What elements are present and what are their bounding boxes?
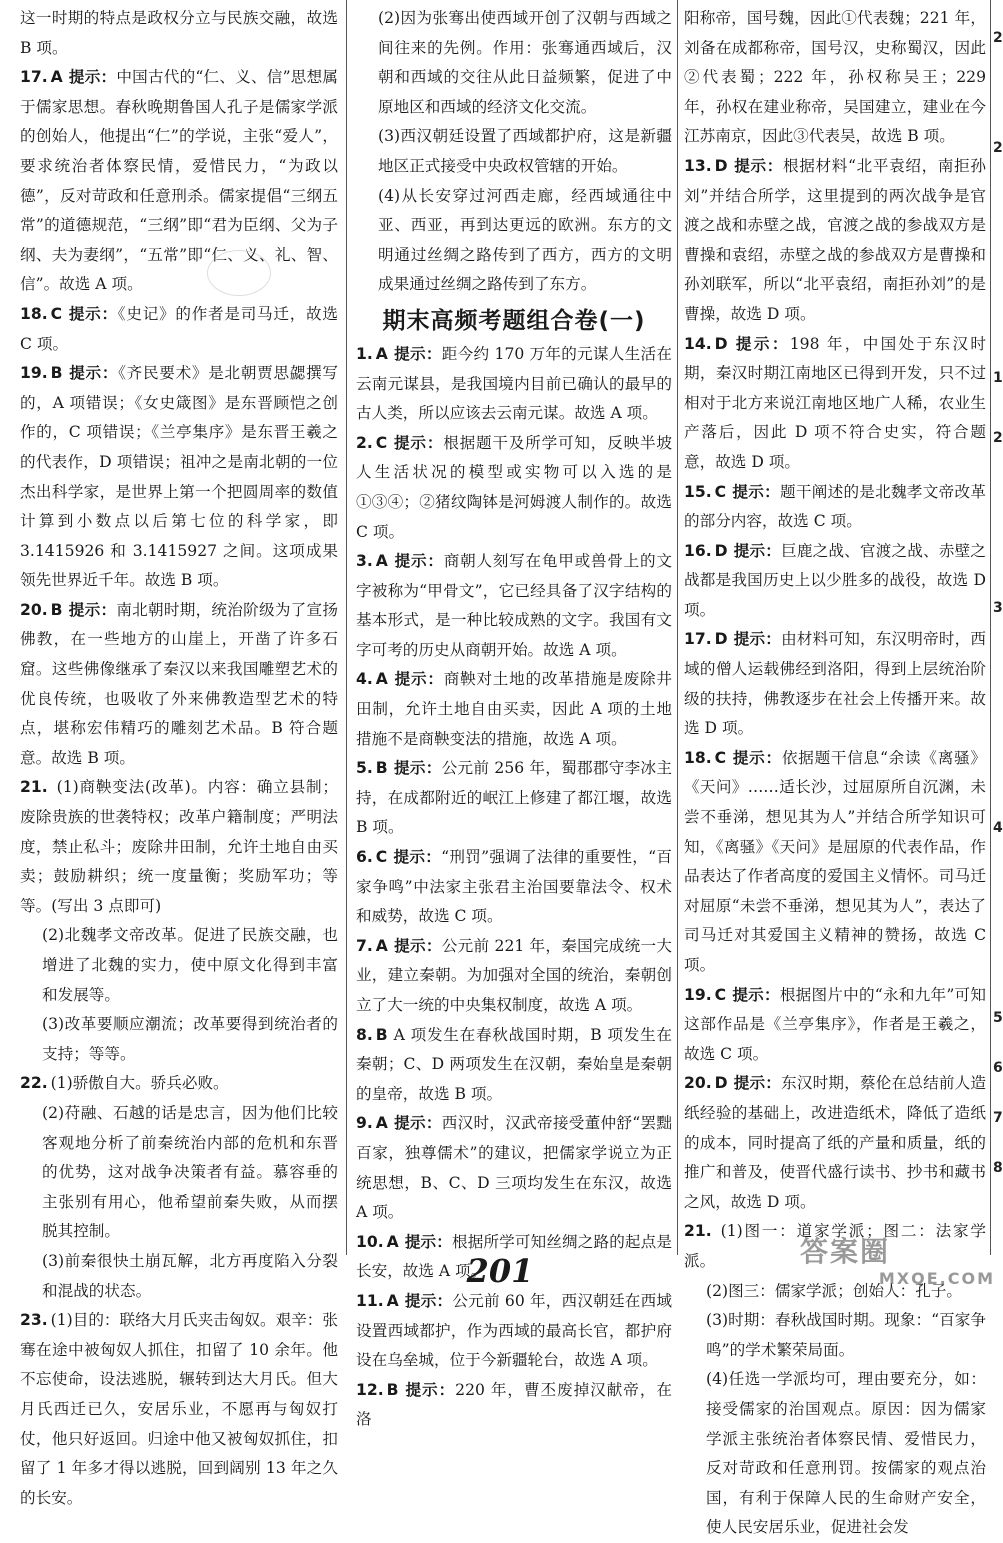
answer-entry — [684, 537, 986, 626]
question-number: 2. — [356, 433, 373, 452]
margin-number: 2 — [993, 430, 1003, 446]
question-number: 21. — [20, 778, 48, 797]
answer-entry — [356, 1109, 672, 1227]
answer-letter: C — [375, 848, 388, 867]
hint-label: 提示： — [68, 304, 118, 323]
hint-label: 提示： — [393, 552, 444, 571]
answer-body: 公元前 221 年，秦国完成统一大业，建立秦朝。为加强对全国的统治，秦朝创立了大一统的中央集权制度，故选 A 项。 — [356, 936, 672, 1014]
margin-number: 8 — [993, 1160, 1003, 1176]
answer-letter: C — [714, 482, 727, 501]
question-number: 19. — [20, 364, 48, 383]
answer-entry — [684, 152, 986, 330]
question-number: 12. — [356, 1380, 384, 1399]
column-divider — [677, 0, 678, 1255]
question-number: 17. — [20, 68, 48, 87]
answer-letter: D — [714, 156, 728, 175]
watermark-url: MXQE.COM — [878, 1269, 995, 1288]
answer-letter: C — [714, 985, 727, 1004]
answer-letter: B — [386, 1380, 399, 1399]
answer-body: 题干阐述的是北魏孝文帝改革的部分内容，故选 C 项。 — [684, 482, 986, 531]
question-number: 20. — [684, 1074, 712, 1093]
answer-letter: A — [386, 1291, 399, 1310]
answer-body: 根据图片中的“永和九年”可知这部作品是《兰亭集序》，作者是王羲之，故选 C 项。 — [684, 985, 986, 1063]
question-number: 11. — [356, 1291, 384, 1310]
answer-entry — [20, 63, 338, 300]
question-number: 9. — [356, 1114, 373, 1133]
continued-text: 这一时期的特点是政权分立与民族交融，故选 B 项。 — [20, 9, 338, 57]
answer-entry — [356, 1021, 672, 1110]
hint-label: 提示： — [732, 482, 780, 501]
answer-entry — [356, 665, 672, 754]
question-number: 13. — [684, 156, 712, 175]
column-left — [20, 4, 338, 1507]
question-number: 22. — [20, 1074, 48, 1093]
answer-body: 依据题干信息“余读《离骚》《天问》……适长沙，过屈原所自沉渊，未尝不垂涕，想见其为人”并结合所学知识可知，《离骚》《天问》是屈原的代表作品，作品表达了作者高度的爱国主义情怀。司马迁对屈原“未尝不垂涕，想见其为人”，表达了司马迁对其爱国主义精神的赞扬，故选 C 项。 — [684, 748, 986, 974]
hint-label: 提示： — [393, 433, 444, 452]
margin-number: 1 — [993, 370, 1003, 386]
question-number: 7. — [356, 936, 373, 955]
section-title: 期末高频考题组合卷(一) — [382, 307, 646, 334]
answer-entry — [20, 596, 338, 774]
answer-letter: A — [50, 68, 63, 87]
answer-letter: B — [375, 1025, 388, 1044]
question-number: 5. — [356, 759, 373, 778]
hint-label: 提示： — [733, 1074, 782, 1093]
hint-label: 提示： — [393, 670, 444, 689]
answer-letter: B — [375, 759, 388, 778]
answer-entry — [684, 625, 986, 743]
column-divider — [346, 0, 347, 1255]
answer-entry — [356, 1376, 672, 1435]
hint-label: 提示： — [68, 600, 117, 619]
question-number: 4. — [356, 670, 373, 689]
sub-answer: (2)图三：儒家学派；创始人：孔子。 — [706, 1281, 962, 1300]
question-number: 19. — [684, 985, 712, 1004]
question-number: 1. — [356, 344, 373, 363]
question-number: 3. — [356, 552, 373, 571]
hint-label: 提示： — [733, 630, 782, 649]
answer-body: 中国古代的“仁、义、信”思想属于儒家思想。春秋晚期鲁国人孔子是儒家学派的创始人，他提出“仁”的学说，主张“爱人”，要求统治者体察民情，爱惜民力，“为政以德”，反对苛政和任意刑杀。儒家提倡“三纲五常”的道德规范，“三纲”即“君为臣纲、父为子纲、夫为妻纲”，“五常”即“仁、义、礼、智、信”。故选 A 项。 — [20, 68, 338, 294]
margin-number: 3 — [993, 600, 1003, 616]
question-number: 6. — [356, 848, 373, 867]
answer-body: A 项发生在春秋战国时期，B 项发生在秦朝；C、D 两项发生在汉朝，秦始皇是秦朝的皇帝，故选 B 项。 — [356, 1025, 672, 1103]
hint-label: 提示： — [732, 985, 780, 1004]
hint-label: 提示： — [404, 1291, 453, 1310]
margin-number: 7 — [993, 1110, 1003, 1126]
sub-answer: (4)从长安穿过河西走廊，经西域通往中亚、西亚，再到达更远的欧洲。东方的文明通过丝绸之路传到了西方，西方的文明成果通过丝绸之路传到了东方。 — [378, 186, 672, 294]
answer-body: 由材料可知，东汉明帝时，西域的僧人运载佛经到洛阳，得到上层统治阶级的扶持，佛教逐步在社会上传播开来。故选 D 项。 — [684, 630, 986, 738]
hint-label: 提示： — [732, 748, 782, 767]
answer-entry — [684, 478, 986, 537]
answer-body: (1)图一：道家学派；图二：法家学派。 — [684, 1222, 986, 1270]
answer-body: 东汉时期，蔡伦在总结前人造纸经验的基础上，改进造纸术，降低了造纸的成本，同时提高了纸的产量和质量，纸的推广和普及，使晋代盛行读书、抄书和藏书之风，故选 D 项。 — [684, 1074, 986, 1211]
answer-letter: D — [714, 630, 728, 649]
margin-number: 2 — [993, 140, 1003, 156]
sub-answer: (4)任选一学派均可，理由要充分，如：接受儒家的治国观点。原因：因为儒家学派主张统治者体察民情、爱惜民力，反对苛政和任意刑罚。按儒家的观点治国，有利于保障人民的生命财产安全，使人民安居乐业，促进社会发 — [706, 1370, 986, 1537]
sub-answer: (2)因为张骞出使西域开创了汉朝与西域之间往来的先例。作用：张骞通西域后，汉朝和西域的交往从此日益频繁，促进了中原地区和西域的经济文化交流。 — [378, 9, 672, 116]
answer-entry — [356, 1287, 672, 1376]
answer-entry — [20, 359, 338, 596]
question-number: 15. — [684, 482, 712, 501]
answer-body: 西汉时，汉武帝接受董仲舒“罢黜百家，独尊儒术”的建议，把儒家学说立为正统思想，B、C、D 三项均发生在东汉，故选 A 项。 — [356, 1114, 672, 1222]
answer-entry — [684, 330, 986, 478]
answer-body: 根据材料“北平袁绍，南拒孙刘”并结合所学，这里提到的两次战争是官渡之战和赤壁之战，官渡之战的参战双方是曹操和袁绍，赤壁之战的参战双方是曹操和孙刘联军，所以“北平袁绍，南拒孙刘”的是曹操，故选 D 项。 — [684, 156, 986, 323]
question-number: 10. — [356, 1232, 384, 1251]
margin-number: 5 — [993, 1010, 1003, 1026]
question-number: 23. — [20, 1311, 48, 1330]
question-number: 18. — [20, 304, 48, 323]
hint-label: 提示： — [68, 364, 119, 383]
answer-entry — [356, 932, 672, 1021]
answer-letter: A — [375, 1114, 388, 1133]
answer-body: 根据所学可知丝绸之路的起点是长安，故选 A 项。 — [356, 1232, 672, 1281]
answer-letter: C — [50, 304, 63, 323]
answer-letter: D — [714, 334, 728, 353]
answer-entry — [356, 340, 672, 429]
hint-label: 提示： — [68, 68, 117, 87]
answer-body: 《史记》的作者是司马迁，故选 C 项。 — [20, 304, 338, 353]
answer-body: 南北朝时期，统治阶级为了宣扬佛教，在一些地方的山崖上，开凿了许多石窟。这些佛像继承了秦汉以来我国雕塑艺术的优良传统，也吸收了外来佛教造型艺术的特点，堪称宏伟精巧的雕刻艺术品。B 符合题意。故选 B 项。 — [20, 600, 338, 767]
answer-letter: D — [714, 1074, 728, 1093]
question-number: 17. — [684, 630, 712, 649]
answer-entry — [356, 754, 672, 843]
hint-label: 提示： — [733, 156, 783, 175]
page-number: 201 — [466, 1252, 534, 1290]
sub-answer: (3)前秦很快土崩瓦解，北方再度陷入分裂和混战的状态。 — [42, 1251, 338, 1300]
answer-entry-22 — [20, 1069, 338, 1099]
answer-letter: B — [50, 600, 63, 619]
answer-body: 公元前 256 年，蜀郡郡守李冰主持，在成都附近的岷江上修建了都江堰，故选 B 项。 — [356, 759, 672, 837]
answer-entry — [356, 547, 672, 665]
answer-body: 《齐民要术》是北朝贾思勰撰写的，A 项错误；《女史箴图》是东晋顾恺之创作的，C 项错误；《兰亭集序》是东晋王羲之的代表作，D 项错误；祖冲之是南北朝的一位杰出科学家，是世界上第一个把圆周率的数值计算到小数点以后第七位的科学家，即 3.1415926 和 3.1415927 之间。这项成果领先世界近千年。故选 B 项。 — [20, 364, 338, 590]
answer-entry — [684, 744, 986, 981]
answer-body: 距今约 170 万年的元谋人生活在云南元谋县，是我国境内目前已确认的最早的古人类，所以应该去云南元谋。故选 A 项。 — [356, 344, 672, 423]
answer-entry — [356, 429, 672, 547]
answer-body: 198 年，中国处于东汉时期，秦汉时期江南地区已得到开发，只不过相对于北方来说江南地区地广人稀，农业生产落后，因此 D 项不符合史实，符合题意，故选 D 项。 — [684, 334, 986, 471]
answer-letter: C — [375, 433, 388, 452]
faint-stamp-mark — [207, 250, 271, 296]
answer-body: 根据题干及所学可知，反映半坡人生活状况的模型或实物可以入选的是①③④；②猪纹陶钵是河姆渡人制作的。故选 C 项。 — [356, 433, 672, 541]
hint-label: 提示： — [733, 541, 782, 560]
margin-number: 6 — [993, 1060, 1003, 1076]
sub-answer: (3)改革要顺应潮流；改革要得到统治者的支持；等等。 — [42, 1015, 338, 1063]
question-number: 20. — [20, 600, 48, 619]
answer-letter: A — [375, 670, 388, 689]
hint-label: 提示： — [393, 848, 442, 867]
hint-label: 提示： — [404, 1232, 452, 1251]
answer-entry-23 — [20, 1306, 338, 1513]
right-margin-numbers — [993, 0, 1003, 1240]
site-watermark — [800, 1235, 995, 1295]
question-number: 16. — [684, 541, 712, 560]
answer-letter: A — [375, 552, 388, 571]
question-number: 21. — [684, 1222, 712, 1241]
question-number: 18. — [684, 748, 712, 767]
answer-body: 巨鹿之战、官渡之战、赤壁之战都是我国历史上以少胜多的战役，故选 D 项。 — [684, 541, 986, 619]
hint-label: 提示： — [393, 344, 442, 363]
answer-letter: A — [375, 344, 388, 363]
hint-label: 提示： — [404, 1380, 456, 1399]
hint-label: 提示： — [393, 936, 442, 955]
answer-entry — [684, 981, 986, 1070]
answer-body: (1)骄傲自大。骄兵必败。 — [50, 1074, 229, 1093]
margin-number: 4 — [993, 820, 1003, 836]
answer-body: 公元前 60 年，西汉朝廷在西域设置西域都护，作为西域的最高长官，都护府设在乌垒城，位于今新疆轮台，故选 A 项。 — [356, 1291, 672, 1370]
answer-body: (1)商鞅变法(改革)。内容：确立县制；废除贵族的世袭特权；改革户籍制度；严明法度，禁止私斗；废除井田制，允许土地自由买卖；鼓励耕织；统一度量衡；奖励军功；等等。(写出 3 点即可) — [20, 778, 338, 915]
answer-letter: A — [375, 936, 388, 955]
answer-entry — [20, 300, 338, 359]
sub-answer: (2)苻融、石越的话是忠言，因为他们比较客观地分析了前秦统治内部的危机和东晋的优势，这对战争决策者有益。慕容垂的主张别有用心，他希望前秦失败，从而摆脱其控制。 — [42, 1103, 338, 1241]
answer-letter: B — [50, 364, 63, 383]
margin-number: 2 — [993, 30, 1003, 46]
hint-label: 提示： — [733, 334, 790, 353]
answer-entry — [356, 843, 672, 932]
question-number: 8. — [356, 1025, 373, 1044]
watermark-text: 答案圈 — [800, 1235, 891, 1268]
question-number: 14. — [684, 334, 712, 353]
hint-label: 提示： — [393, 1114, 442, 1133]
continued-text: 阳称帝，国号魏，因此①代表魏；221 年，刘备在成都称帝，国号汉，史称蜀汉，因此②代表蜀；222 年，孙权称吴王；229 年，孙权在建业称帝，吴国建立，建业在今江苏南京，因此③代表吴，故选 B 项。 — [684, 9, 986, 146]
hint-label: 提示： — [393, 759, 442, 778]
answer-body: 220 年，曹丕废掉汉献帝，在洛 — [356, 1380, 672, 1429]
answer-letter: A — [386, 1232, 399, 1251]
answer-letter: D — [714, 541, 728, 560]
answer-body: 商鞅对土地的改革措施是废除井田制，允许土地自由买卖，因此 A 项的土地措施不是商鞅变法的措施，故选 A 项。 — [356, 670, 672, 748]
answer-body: “刑罚”强调了法律的重要性，“百家争鸣”中法家主张君主治国要靠法令、权术和威势，故选 C 项。 — [356, 848, 672, 926]
answer-body: (1)目的：联络大月氏夹击匈奴。艰辛：张骞在途中被匈奴人抓住，扣留了 10 余年。他不忘使命，设法逃脱，辗转到达大月氏。但大月氏西迁已久，安居乐业，不愿再与匈奴打仗，他只好返回。归途中他又被匈奴抓住，扣留了 1 年多才得以逃脱，回到阔别 13 年之久的长安。 — [20, 1311, 338, 1507]
answer-entry — [20, 773, 338, 921]
sub-answer: (3)西汉朝廷设置了西域都护府，这是新疆地区正式接受中央政权管辖的开始。 — [378, 127, 672, 175]
sub-answer: (3)时期：春秋战国时期。现象：“百家争鸣”的学术繁荣局面。 — [706, 1311, 986, 1359]
answer-body: 商朝人刻写在龟甲或兽骨上的文字被称为“甲骨文”，它已经具备了汉字结构的基本形式，是一种比较成熟的文字。我国有文字可考的历史从商朝开始。故选 A 项。 — [356, 552, 672, 659]
answer-entry — [684, 1069, 986, 1217]
answer-letter: C — [714, 748, 727, 767]
column-divider — [990, 0, 991, 1255]
sub-answer: (2)北魏孝文帝改革。促进了民族交融，也增进了北魏的实力，使中原文化得到丰富和发展等。 — [42, 926, 338, 1004]
